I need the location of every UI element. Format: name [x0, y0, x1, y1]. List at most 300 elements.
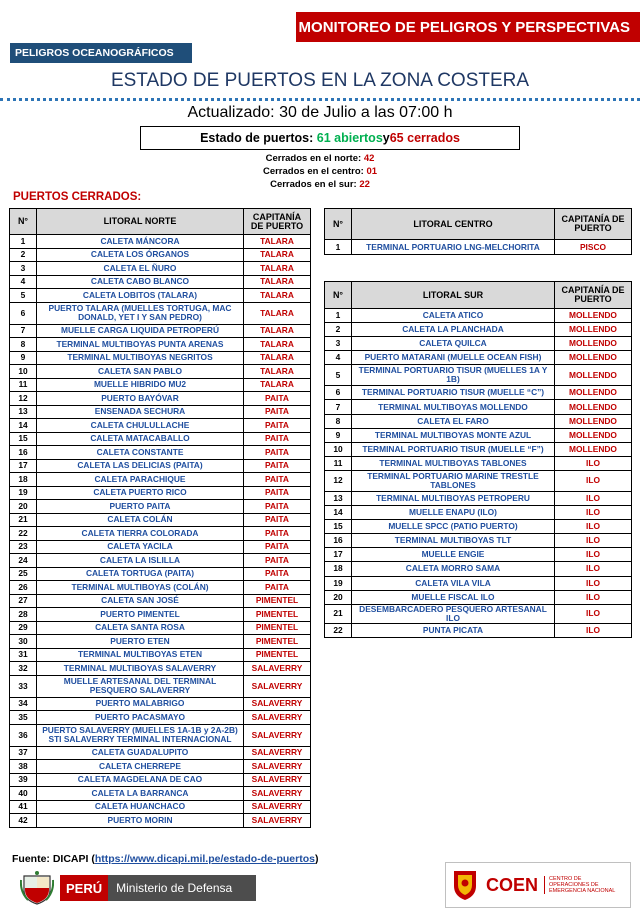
port-authority: PAITA [244, 419, 311, 433]
ministry-label: Ministerio de Defensa [108, 875, 256, 901]
port-authority: SALAVERRY [244, 697, 311, 711]
table-row [325, 548, 632, 562]
port-authority: ILO [555, 623, 632, 637]
column-header: LITORAL CENTRO [352, 209, 555, 240]
row-number: 17 [325, 548, 352, 562]
row-number: 7 [325, 400, 352, 414]
port-authority: PAITA [244, 554, 311, 568]
row-number: 12 [325, 470, 352, 491]
table-row [10, 302, 311, 324]
port-authority: PAITA [244, 513, 311, 527]
row-number: 19 [325, 576, 352, 590]
port-authority: MOLLENDO [555, 309, 632, 323]
port-authority: PIMENTEL [244, 594, 311, 608]
port-authority: SALAVERRY [244, 773, 311, 787]
port-authority: TALARA [244, 338, 311, 352]
table-row [325, 562, 632, 576]
port-authority: PAITA [244, 459, 311, 473]
port-authority: PIMENTEL [244, 635, 311, 649]
port-authority: TALARA [244, 262, 311, 276]
port-name: CALETA MATACABALLO [37, 432, 244, 446]
port-authority: PAITA [244, 473, 311, 487]
source-link[interactable]: https://www.dicapi.mil.pe/estado-de-puertos [94, 853, 315, 865]
updated-text: Actualizado: 30 de Julio a las 07:00 h [187, 104, 453, 121]
port-authority: MOLLENDO [555, 365, 632, 386]
port-authority: PAITA [244, 527, 311, 541]
table-row [10, 459, 311, 473]
port-name: PUERTO SALAVERRY (MUELLES 1A-1B y 2A-2B) STI SALAVERRY TERMINAL INTERNACIONAL [37, 724, 244, 746]
row-number: 33 [10, 675, 37, 697]
row-number: 20 [10, 500, 37, 514]
port-name: CALETA SAN PABLO [37, 365, 244, 379]
table-row [325, 365, 632, 386]
port-name: CALETA GUADALUPITO [37, 746, 244, 760]
table-row [325, 590, 632, 604]
port-name: CALETA LA BARRANCA [37, 787, 244, 801]
summary-south [0, 179, 640, 190]
coen-label: COEN [486, 874, 539, 895]
port-name: PUERTO MALABRIGO [37, 697, 244, 711]
port-authority: PAITA [244, 500, 311, 514]
table-row [10, 473, 311, 487]
row-number: 26 [10, 581, 37, 595]
row-number: 19 [10, 486, 37, 500]
table-row [10, 554, 311, 568]
column-header: N° [325, 282, 352, 309]
peru-wordmark [60, 875, 256, 901]
port-name: TERMINAL PORTUARIO LNG-MELCHORITA [352, 240, 555, 255]
table-row [10, 787, 311, 801]
row-number: 29 [10, 621, 37, 635]
row-number: 30 [10, 635, 37, 649]
port-name: DESEMBARCADERO PESQUERO ARTESANAL ILO [352, 604, 555, 623]
row-number: 10 [325, 442, 352, 456]
table-row [325, 470, 632, 491]
row-number: 1 [325, 240, 352, 255]
port-name: CALETA CHULULLACHE [37, 419, 244, 433]
port-name: CALETA LOBITOS (TALARA) [37, 289, 244, 303]
port-authority: MOLLENDO [555, 337, 632, 351]
table-row [10, 378, 311, 392]
row-number: 15 [325, 520, 352, 534]
row-number: 6 [325, 386, 352, 400]
table-row [10, 365, 311, 379]
table-row [10, 746, 311, 760]
port-name: CALETA MORRO SAMA [352, 562, 555, 576]
port-name: CALETA YACILA [37, 540, 244, 554]
row-number: 17 [10, 459, 37, 473]
peru-seal-icon [20, 870, 54, 906]
port-authority: TALARA [244, 302, 311, 324]
port-authority: ILO [555, 456, 632, 470]
coen-sublabel: CENTRO DE OPERACIONES DE EMERGENCIA NACIONAL [544, 876, 619, 894]
port-name: CALETA PUERTO RICO [37, 486, 244, 500]
port-name: PUERTO PACASMAYO [37, 711, 244, 725]
port-authority: SALAVERRY [244, 800, 311, 814]
category-label: PELIGROS OCEANOGRÁFICOS [15, 47, 174, 59]
status-open: 61 abiertos [316, 131, 383, 145]
category-tab [10, 43, 192, 63]
port-name: PUERTO BAYÓVAR [37, 392, 244, 406]
source-label: Fuente: DICAPI ( [12, 853, 95, 865]
row-number: 18 [10, 473, 37, 487]
row-number: 6 [10, 302, 37, 324]
port-authority: MOLLENDO [555, 400, 632, 414]
port-authority: SALAVERRY [244, 814, 311, 828]
row-number: 27 [10, 594, 37, 608]
port-authority: PIMENTEL [244, 608, 311, 622]
port-authority: MOLLENDO [555, 351, 632, 365]
table-row [10, 405, 311, 419]
table-row [10, 446, 311, 460]
column-header: LITORAL NORTE [37, 209, 244, 235]
row-number: 21 [10, 513, 37, 527]
row-number: 4 [325, 351, 352, 365]
table-row [10, 289, 311, 303]
port-name: CALETA SANTA ROSA [37, 621, 244, 635]
row-number: 36 [10, 724, 37, 746]
column-header: LITORAL SUR [352, 282, 555, 309]
port-name: CALETA HUANCHACO [37, 800, 244, 814]
row-number: 16 [10, 446, 37, 460]
row-number: 24 [10, 554, 37, 568]
table-row [325, 240, 632, 255]
port-authority: TALARA [244, 378, 311, 392]
port-name: PUERTO PAITA [37, 500, 244, 514]
port-authority: PIMENTEL [244, 621, 311, 635]
table-row [10, 760, 311, 774]
row-number: 11 [325, 456, 352, 470]
port-authority: TALARA [244, 351, 311, 365]
table-row [10, 324, 311, 338]
row-number: 8 [325, 414, 352, 428]
status-middle: y [382, 131, 390, 145]
port-name: CALETA TORTUGA (PAITA) [37, 567, 244, 581]
port-name: MUELLE ENAPU (ILO) [352, 506, 555, 520]
row-number: 10 [10, 365, 37, 379]
table-row [10, 608, 311, 622]
row-number: 21 [325, 604, 352, 623]
port-authority: PAITA [244, 432, 311, 446]
port-name: MUELLE HIBRIDO MU2 [37, 378, 244, 392]
row-number: 2 [10, 248, 37, 262]
port-authority: PAITA [244, 581, 311, 595]
table-row [10, 814, 311, 828]
row-number: 2 [325, 323, 352, 337]
port-name: CALETA CHERREPE [37, 760, 244, 774]
top-banner [296, 12, 640, 42]
row-number: 28 [10, 608, 37, 622]
port-name: PUERTO PIMENTEL [37, 608, 244, 622]
port-name: TERMINAL PORTUARIO TISUR (MUELLES 1A Y 1B) [352, 365, 555, 386]
table-row [325, 414, 632, 428]
table-row [325, 337, 632, 351]
center-ports-table [324, 208, 632, 255]
row-number: 31 [10, 648, 37, 662]
table-row [325, 351, 632, 365]
row-number: 18 [325, 562, 352, 576]
row-number: 15 [10, 432, 37, 446]
port-authority: ILO [555, 470, 632, 491]
page-title: ESTADO DE PUERTOS EN LA ZONA COSTERA [110, 70, 530, 91]
port-name: TERMINAL MULTIBOYAS MONTE AZUL [352, 428, 555, 442]
port-authority: PAITA [244, 392, 311, 406]
port-authority: TALARA [244, 365, 311, 379]
port-name: CALETA QUILCA [352, 337, 555, 351]
row-number: 42 [10, 814, 37, 828]
peru-label: PERÚ [60, 875, 108, 901]
port-authority: SALAVERRY [244, 711, 311, 725]
table-row [10, 248, 311, 262]
table-row [10, 711, 311, 725]
table-row [325, 623, 632, 637]
table-row [325, 491, 632, 505]
port-name: MUELLE SPCC (PATIO PUERTO) [352, 520, 555, 534]
column-header: N° [10, 209, 37, 235]
row-number: 9 [10, 351, 37, 365]
table-row [10, 513, 311, 527]
table-header-row [325, 209, 632, 240]
port-status-box [140, 126, 520, 150]
port-authority: ILO [555, 562, 632, 576]
port-name: TERMINAL MULTIBOYAS MOLLENDO [352, 400, 555, 414]
port-authority: MOLLENDO [555, 428, 632, 442]
table-row [10, 621, 311, 635]
summary-value: 22 [359, 179, 370, 190]
row-number: 41 [10, 800, 37, 814]
table-row [10, 338, 311, 352]
summary-label: Cerrados en el norte: [265, 153, 364, 164]
port-authority: PISCO [555, 240, 632, 255]
row-number: 20 [325, 590, 352, 604]
port-name: TERMINAL MULTIBOYAS PETROPERU [352, 491, 555, 505]
port-name: PUNTA PICATA [352, 623, 555, 637]
status-closed: 65 cerrados [389, 131, 460, 145]
table-row [10, 635, 311, 649]
table-row [325, 520, 632, 534]
coen-emblem-icon [452, 868, 478, 902]
port-authority: TALARA [244, 248, 311, 262]
port-name: CALETA LAS DELICIAS (PAITA) [37, 459, 244, 473]
port-authority: MOLLENDO [555, 323, 632, 337]
row-number: 4 [10, 275, 37, 289]
row-number: 35 [10, 711, 37, 725]
port-name: CALETA EL FARO [352, 414, 555, 428]
table-row [10, 648, 311, 662]
table-row [10, 662, 311, 676]
row-number: 40 [10, 787, 37, 801]
port-authority: ILO [555, 520, 632, 534]
port-name: CALETA SAN JOSÉ [37, 594, 244, 608]
port-name: CALETA CONSTANTE [37, 446, 244, 460]
table-row [10, 594, 311, 608]
table-row [10, 675, 311, 697]
table-row [10, 419, 311, 433]
dotted-divider [0, 98, 640, 101]
row-number: 11 [10, 378, 37, 392]
port-name: CALETA COLÁN [37, 513, 244, 527]
port-name: PUERTO MATARANI (MUELLE OCEAN FISH) [352, 351, 555, 365]
port-authority: SALAVERRY [244, 787, 311, 801]
row-number: 25 [10, 567, 37, 581]
port-authority: TALARA [244, 275, 311, 289]
port-name: CALETA PARACHIQUE [37, 473, 244, 487]
summary-label: Cerrados en el centro: [262, 166, 367, 177]
port-authority: PAITA [244, 446, 311, 460]
table-header-row [325, 282, 632, 309]
table-row [10, 567, 311, 581]
port-name: TERMINAL PORTUARIO TISUR (MUELLE “F”) [352, 442, 555, 456]
status-prefix: Estado de puertos: [200, 131, 314, 145]
port-name: MUELLE ARTESANAL DEL TERMINAL PESQUERO SALAVERRY [37, 675, 244, 697]
port-name: TERMINAL MULTIBOYAS (COLÁN) [37, 581, 244, 595]
north-ports-table [9, 208, 311, 828]
port-authority: PAITA [244, 540, 311, 554]
port-name: CALETA ATICO [352, 309, 555, 323]
row-number: 12 [10, 392, 37, 406]
table-row [325, 309, 632, 323]
port-authority: TALARA [244, 235, 311, 249]
port-name: TERMINAL PORTUARIO MARINE TRESTLE TABLONES [352, 470, 555, 491]
closed-ports-heading: PUERTOS CERRADOS: [13, 191, 142, 203]
table-row [10, 800, 311, 814]
port-name: PUERTO TALARA (MUELLES TORTUGA, MAC DONALD, YET I Y SAN PEDRO) [37, 302, 244, 324]
row-number: 37 [10, 746, 37, 760]
port-name: ENSENADA SECHURA [37, 405, 244, 419]
port-authority: TALARA [244, 289, 311, 303]
table-row [10, 235, 311, 249]
table-row [10, 527, 311, 541]
port-authority: MOLLENDO [555, 414, 632, 428]
column-header: CAPITANÍA DE PUERTO [244, 209, 311, 235]
table-row [325, 323, 632, 337]
table-row [325, 604, 632, 623]
table-row [325, 534, 632, 548]
row-number: 1 [10, 235, 37, 249]
table-row [10, 351, 311, 365]
table-row [10, 697, 311, 711]
summary-label: Cerrados en el sur: [270, 179, 360, 190]
port-name: CALETA TIERRA COLORADA [37, 527, 244, 541]
port-name: CALETA CABO BLANCO [37, 275, 244, 289]
port-authority: ILO [555, 590, 632, 604]
table-row [325, 456, 632, 470]
column-header: CAPITANÍA DE PUERTO [555, 282, 632, 309]
port-name: TERMINAL PORTUARIO TISUR (MUELLE “C”) [352, 386, 555, 400]
table-row [10, 262, 311, 276]
port-authority: MOLLENDO [555, 442, 632, 456]
port-authority: PAITA [244, 405, 311, 419]
row-number: 38 [10, 760, 37, 774]
table-row [325, 506, 632, 520]
port-authority: ILO [555, 534, 632, 548]
port-authority: SALAVERRY [244, 760, 311, 774]
table-row [325, 442, 632, 456]
row-number: 14 [325, 506, 352, 520]
source-note [12, 853, 318, 865]
table-row [10, 724, 311, 746]
port-authority: ILO [555, 548, 632, 562]
port-name: CALETA VILA VILA [352, 576, 555, 590]
row-number: 3 [10, 262, 37, 276]
port-authority: SALAVERRY [244, 675, 311, 697]
row-number: 9 [325, 428, 352, 442]
summary-value: 42 [363, 153, 375, 164]
port-authority: PAITA [244, 486, 311, 500]
port-authority: SALAVERRY [244, 662, 311, 676]
column-header: N° [325, 209, 352, 240]
table-row [325, 576, 632, 590]
source-suffix: ) [314, 853, 319, 865]
port-name: MUELLE CARGA LIQUIDA PETROPERÚ [37, 324, 244, 338]
port-name: CALETA MÁNCORA [37, 235, 244, 249]
port-name: CALETA LOS ÓRGANOS [37, 248, 244, 262]
port-name: CALETA MAGDELANA DE CAO [37, 773, 244, 787]
south-ports-table [324, 281, 632, 638]
port-name: TERMINAL MULTIBOYAS ETEN [37, 648, 244, 662]
summary-value: 01 [366, 166, 378, 177]
row-number: 13 [325, 491, 352, 505]
row-number: 22 [10, 527, 37, 541]
row-number: 5 [325, 365, 352, 386]
port-name: TERMINAL MULTIBOYAS TLT [352, 534, 555, 548]
port-name: MUELLE ENGIE [352, 548, 555, 562]
row-number: 8 [10, 338, 37, 352]
row-number: 22 [325, 623, 352, 637]
port-name: TERMINAL MULTIBOYAS TABLONES [352, 456, 555, 470]
row-number: 16 [325, 534, 352, 548]
port-name: CALETA EL ÑURO [37, 262, 244, 276]
banner-title: MONITOREO DE PELIGROS Y PERSPECTIVAS [298, 18, 630, 36]
port-name: TERMINAL MULTIBOYAS SALAVERRY [37, 662, 244, 676]
port-name: CALETA LA ISLILLA [37, 554, 244, 568]
row-number: 1 [325, 309, 352, 323]
port-name: PUERTO ETEN [37, 635, 244, 649]
row-number: 13 [10, 405, 37, 419]
table-row [10, 392, 311, 406]
summary-north [0, 153, 640, 164]
table-row [10, 540, 311, 554]
row-number: 39 [10, 773, 37, 787]
table-row [325, 386, 632, 400]
row-number: 5 [10, 289, 37, 303]
table-row [10, 773, 311, 787]
port-authority: MOLLENDO [555, 386, 632, 400]
peru-ministry-logo [20, 870, 256, 906]
table-row [10, 432, 311, 446]
port-name: TERMINAL MULTIBOYAS NEGRITOS [37, 351, 244, 365]
summary-center [0, 166, 640, 177]
port-authority: ILO [555, 604, 632, 623]
port-authority: TALARA [244, 324, 311, 338]
coen-logo [445, 862, 631, 908]
port-name: MUELLE FISCAL ILO [352, 590, 555, 604]
port-authority: ILO [555, 506, 632, 520]
table-row [325, 400, 632, 414]
column-header: CAPITANÍA DE PUERTO [555, 209, 632, 240]
table-row [10, 275, 311, 289]
row-number: 3 [325, 337, 352, 351]
port-authority: ILO [555, 576, 632, 590]
table-header-row [10, 209, 311, 235]
port-authority: PIMENTEL [244, 648, 311, 662]
row-number: 23 [10, 540, 37, 554]
port-name: TERMINAL MULTIBOYAS PUNTA ARENAS [37, 338, 244, 352]
row-number: 32 [10, 662, 37, 676]
row-number: 14 [10, 419, 37, 433]
port-authority: SALAVERRY [244, 746, 311, 760]
table-row [325, 428, 632, 442]
